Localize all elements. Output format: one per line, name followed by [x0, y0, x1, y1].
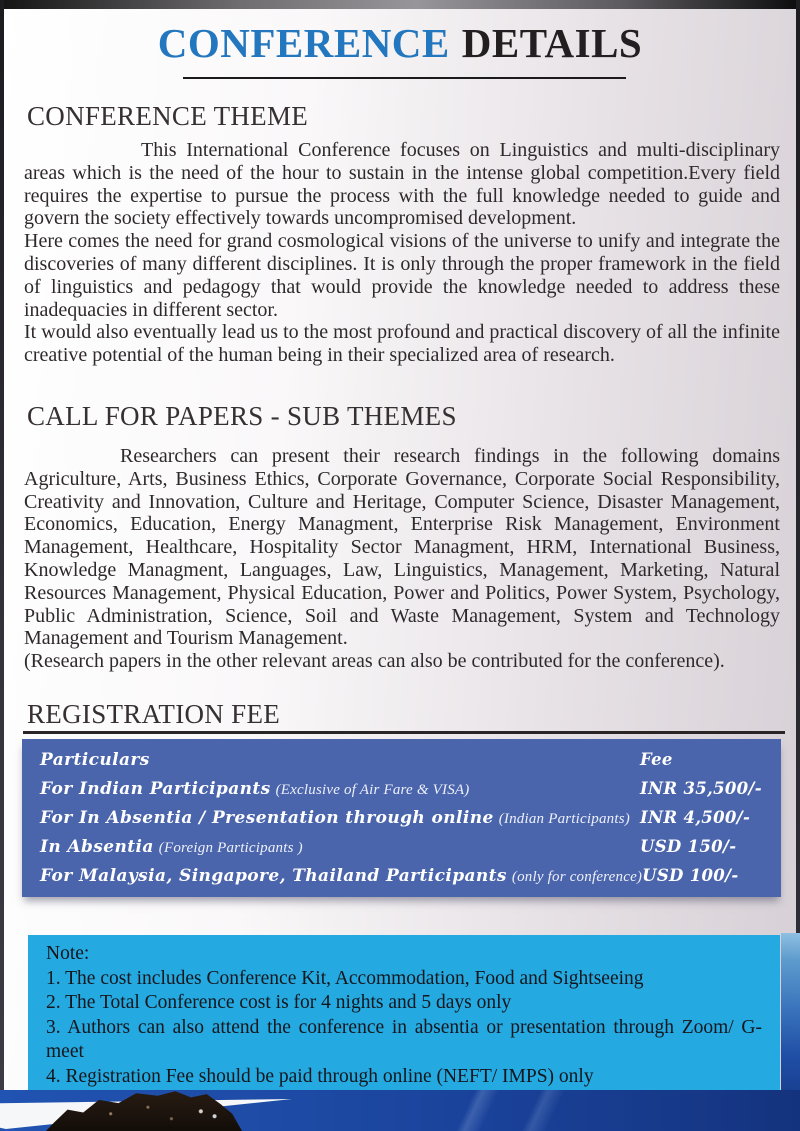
- page-header: [0, 20, 800, 66]
- table-row: [22, 779, 781, 799]
- note-item-3: 3. Authors can also attend the conference in absentia or presentation through Zoom/ G-meet: [46, 1016, 762, 1063]
- table-row: [22, 866, 781, 886]
- section-heading-conference-theme: CONFERENCE THEME: [27, 101, 309, 131]
- page-title-rest: DETAILS: [461, 20, 643, 66]
- registration-fee-table: [22, 739, 781, 897]
- page-top-edge: [0, 0, 800, 9]
- note-item-2: 2. The Total Conference cost is for 4 nights and 5 days only: [46, 992, 512, 1014]
- table-row: [22, 837, 781, 857]
- cfp-paragraph-2: (Research papers in the other relevant areas can also be contributed for the conference).: [24, 650, 725, 673]
- note-label: Note:: [46, 943, 90, 964]
- page-title: [0, 20, 800, 66]
- note-box: [28, 935, 780, 1093]
- background-photo-bottom: [0, 1090, 800, 1131]
- title-underline: [183, 77, 626, 79]
- fee-row-note: (only for conference): [511, 869, 643, 886]
- page-right-edge: [796, 0, 800, 936]
- theme-paragraph-2: Here comes the need for grand cosmological visions of the universe to unify and integrate the discoveries of many different disciplines. It is only through the proper framework in the field of linguistics and pedagogy that would provide the knowledge needed to address these inadequacies in different sector.: [24, 230, 780, 321]
- theme-paragraph-3: It would also eventually lead us to the most profound and practical discovery of all the infinite creative potential of the human being in their specialized area of research.: [24, 321, 780, 367]
- fee-row-label: For Indian Participants (Exclusive of Air Fare & VISA): [40, 778, 470, 799]
- note-item-1: 1. The cost includes Conference Kit, Accommodation, Food and Sightseeing: [46, 967, 644, 989]
- fee-row-label: For Malaysia, Singapore, Thailand Participants (only for conference): [40, 866, 643, 887]
- fee-table-header-row: [22, 750, 781, 770]
- section-heading-call-for-papers: CALL FOR PAPERS - SUB THEMES: [27, 401, 457, 431]
- theme-paragraph-1: This International Conference focuses on Linguistics and multi-disciplinary areas which is the need of the hour to sustain in the intense global competition.Every field requires the expertise to pursue the process with the full knowledge needed to guide and govern the society effectively towards uncompromised development.: [24, 139, 780, 230]
- fee-table-header-particulars: Particulars: [40, 749, 150, 770]
- conference-theme-text: [24, 139, 780, 367]
- fee-row-note: (Foreign Participants ): [158, 840, 303, 857]
- fee-row-label: In Absentia (Foreign Participants ): [40, 837, 303, 858]
- note-item-4: 4. Registration Fee should be paid through online (NEFT/ IMPS) only: [46, 1065, 594, 1087]
- cfp-paragraph-1: Researchers can present their research findings in the following domains Agriculture, Arts, Business Ethics, Corporate Governance, Corporate Social Responsibility, Creativity and Innovation, Culture and Heritage, Computer Science, Disaster Management, Economics, Education, Energy Managment, Enterprise Risk Management, Environment Management, Healthcare, Hospitality Sector Managment, HRM, International Business, Knowledge Managment, Languages, Law, Linguistics, Management, Marketing, Natural Resources Management, Physical Education, Power and Politics, Power System, Psychology, Public Administration, Science, Soil and Waste Management, System and Technology Management and Tourism Management.: [24, 445, 780, 650]
- page-title-accent: CONFERENCE: [157, 20, 450, 66]
- page-left-edge: [0, 0, 4, 1092]
- fee-table-header-fee: Fee: [640, 749, 673, 769]
- fee-row-amount: INR 4,500/-: [640, 807, 751, 827]
- fee-row-note: (Indian Participants): [498, 810, 630, 827]
- call-for-papers-text: [24, 445, 780, 673]
- table-row: [22, 808, 781, 828]
- registration-heading-underline: [23, 731, 785, 734]
- fee-row-label: For In Absentia / Presentation through online (Indian Participants): [40, 807, 630, 828]
- section-heading-registration-fee: REGISTRATION FEE: [27, 699, 281, 729]
- fee-row-amount: USD 150/-: [640, 837, 737, 857]
- fee-row-amount: INR 35,500/-: [640, 778, 762, 798]
- fee-row-note: (Exclusive of Air Fare & VISA): [275, 781, 470, 798]
- fee-row-amount: USD 100/-: [642, 866, 739, 886]
